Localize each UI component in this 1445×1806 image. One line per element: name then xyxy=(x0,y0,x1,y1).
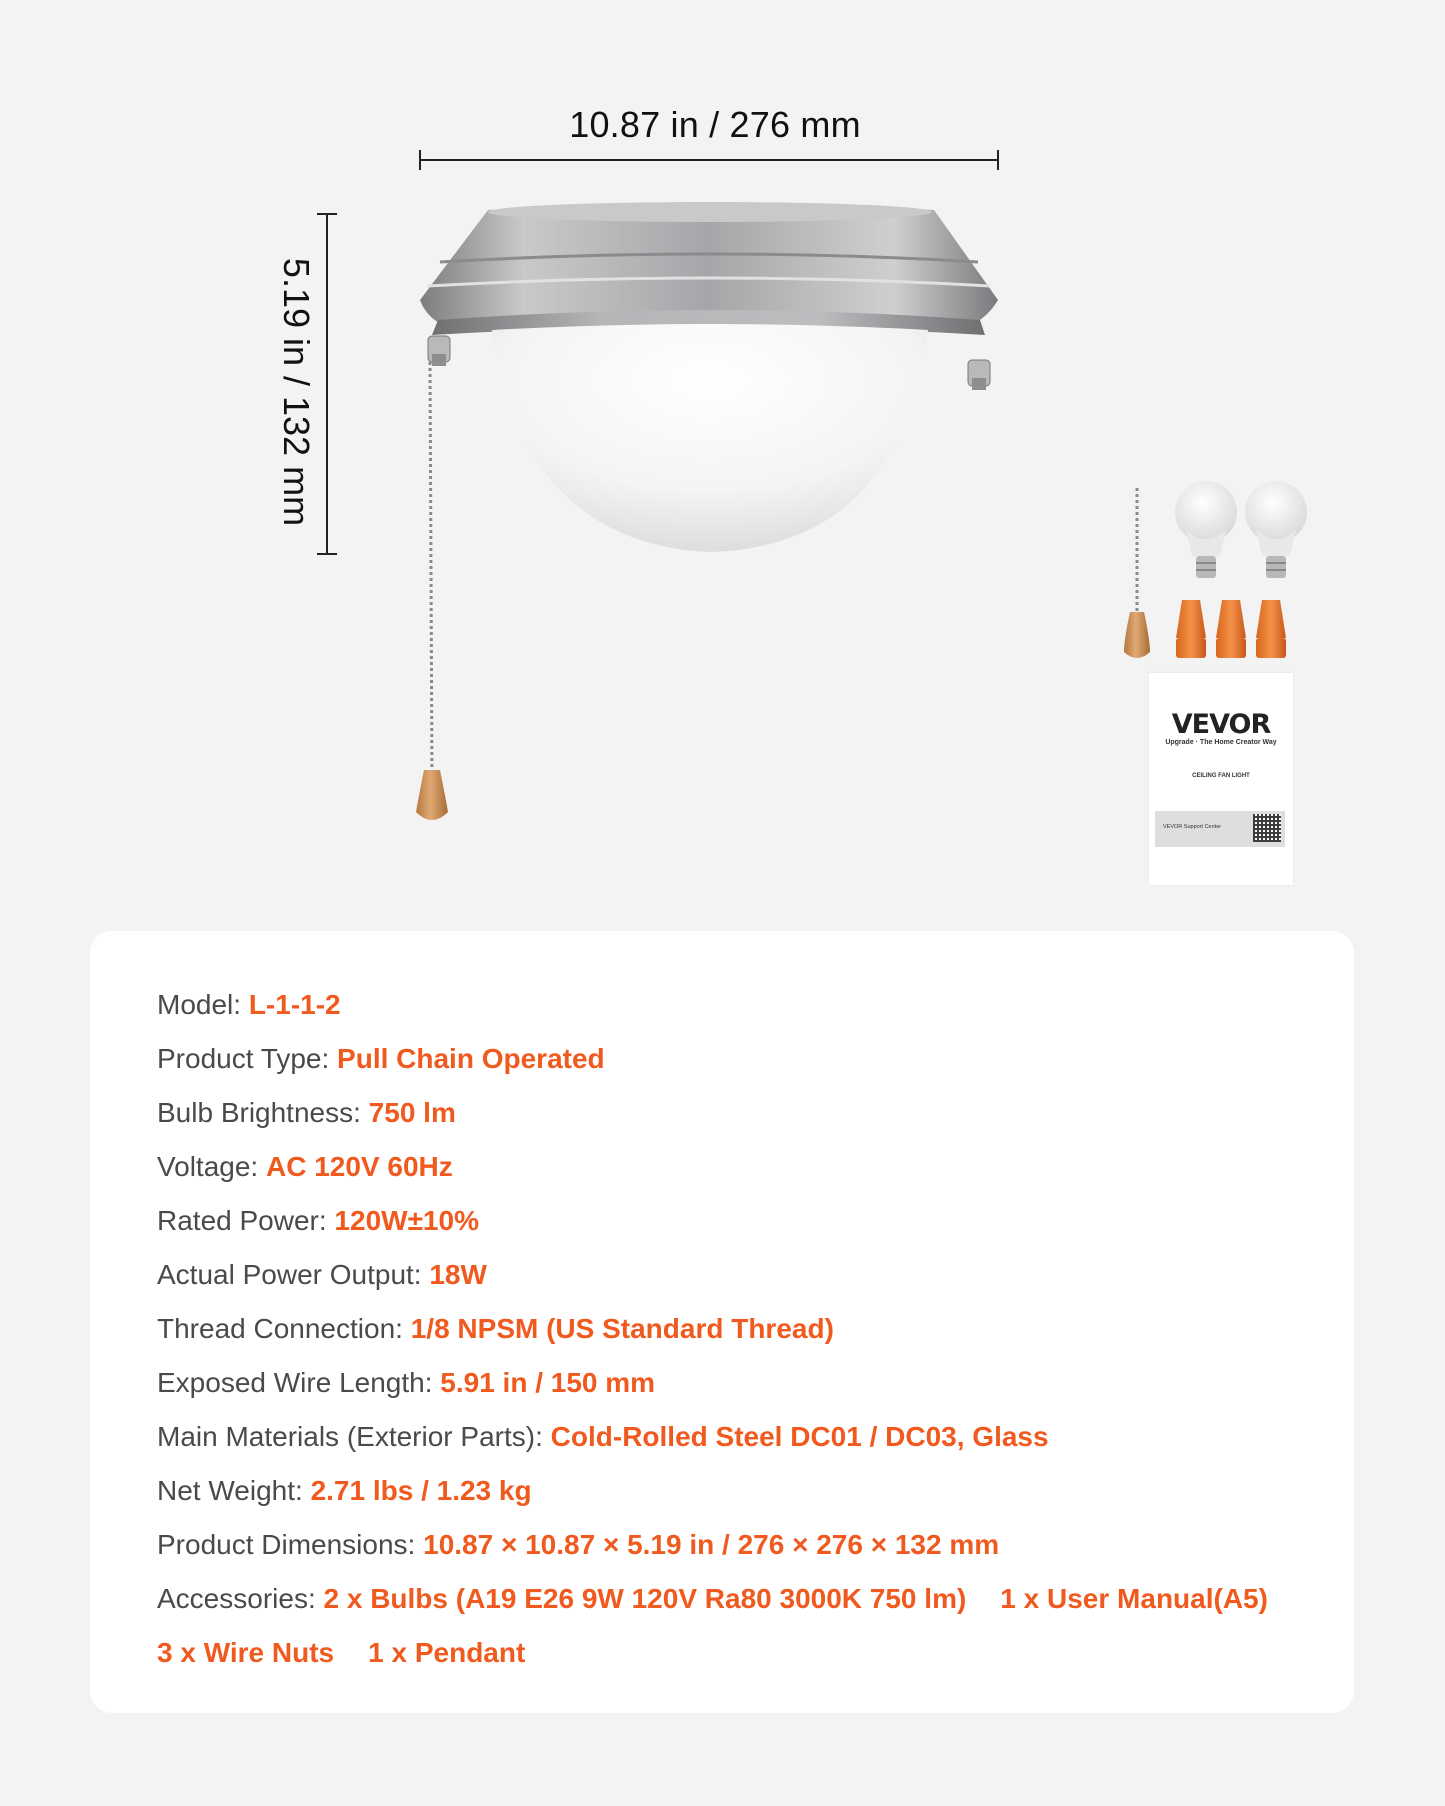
ceiling-light-fixture xyxy=(420,202,998,552)
spec-label: Rated Power: xyxy=(157,1205,327,1236)
height-dimension-label: 5.19 in / 132 mm xyxy=(276,257,317,527)
width-dimension-line xyxy=(420,150,998,170)
accessory-wire-nut xyxy=(1256,600,1286,658)
accessory-item: 2 x Bulbs (A19 E26 9W 120V Ra80 3000K 750 lm) xyxy=(323,1583,967,1614)
spec-row xyxy=(157,1363,1304,1417)
accessories-row xyxy=(157,1579,1304,1633)
accessory-pendant xyxy=(1124,488,1150,658)
accessory-user-manual xyxy=(1149,673,1293,885)
pull-chain xyxy=(416,362,448,820)
accessory-wire-nut xyxy=(1216,600,1246,658)
spec-label: Product Dimensions: xyxy=(157,1529,416,1560)
spec-row xyxy=(157,985,1304,1039)
spec-row xyxy=(157,1201,1304,1255)
manual-brand-logo: VEVOR xyxy=(1171,709,1271,740)
qr-code-icon xyxy=(1253,814,1281,842)
spec-label: Bulb Brightness: xyxy=(157,1097,361,1128)
spec-row xyxy=(157,1525,1304,1579)
spec-label: Exposed Wire Length: xyxy=(157,1367,433,1398)
spec-label: Net Weight: xyxy=(157,1475,303,1506)
spec-value: 1/8 NPSM (US Standard Thread) xyxy=(410,1313,834,1344)
accessory-item: 1 x Pendant xyxy=(368,1637,526,1668)
spec-value: Cold-Rolled Steel DC01 / DC03, Glass xyxy=(550,1421,1049,1452)
spec-value: 5.91 in / 150 mm xyxy=(440,1367,656,1398)
height-dimension-line xyxy=(317,214,337,554)
spec-row xyxy=(157,1471,1304,1525)
accessory-item: 1 x User Manual(A5) xyxy=(1000,1583,1268,1614)
spec-value: 2.71 lbs / 1.23 kg xyxy=(310,1475,532,1506)
accessories-label: Accessories: xyxy=(157,1583,316,1614)
spec-value: AC 120V 60Hz xyxy=(265,1151,453,1182)
spec-value: L-1-1-2 xyxy=(248,989,341,1020)
manual-tagline: Upgrade · The Home Creator Way xyxy=(1165,739,1277,746)
spec-row xyxy=(157,1255,1304,1309)
spec-label: Model: xyxy=(157,989,242,1020)
accessory-item: 3 x Wire Nuts xyxy=(157,1637,335,1668)
manual-support-label: VEVOR Support Center xyxy=(1163,824,1222,830)
spec-row xyxy=(157,1417,1304,1471)
specifications-list xyxy=(157,985,1304,1687)
accessory-bulb xyxy=(1245,481,1307,578)
spec-row xyxy=(157,1093,1304,1147)
accessory-bulb xyxy=(1175,481,1237,578)
spec-label: Thread Connection: xyxy=(157,1313,403,1344)
spec-value: 120W±10% xyxy=(334,1205,479,1236)
spec-value: Pull Chain Operated xyxy=(337,1043,605,1074)
width-dimension-label: 10.87 in / 276 mm xyxy=(569,104,861,145)
manual-support-strip xyxy=(1155,811,1285,847)
specifications-card xyxy=(90,931,1354,1713)
accessory-wire-nut xyxy=(1176,600,1206,658)
spec-label: Main Materials (Exterior Parts): xyxy=(157,1421,543,1452)
spec-row xyxy=(157,1309,1304,1363)
accessories-row-continued xyxy=(157,1633,1304,1687)
spec-value: 18W xyxy=(429,1259,487,1290)
spec-label: Actual Power Output: xyxy=(157,1259,422,1290)
spec-row xyxy=(157,1147,1304,1201)
spec-label: Voltage: xyxy=(157,1151,259,1182)
manual-title: CEILING FAN LIGHT xyxy=(1192,773,1250,779)
spec-value: 10.87 × 10.87 × 5.19 in / 276 × 276 × 132 mm xyxy=(423,1529,1000,1560)
spec-label: Product Type: xyxy=(157,1043,330,1074)
spec-value: 750 lm xyxy=(368,1097,456,1128)
spec-row xyxy=(157,1039,1304,1093)
